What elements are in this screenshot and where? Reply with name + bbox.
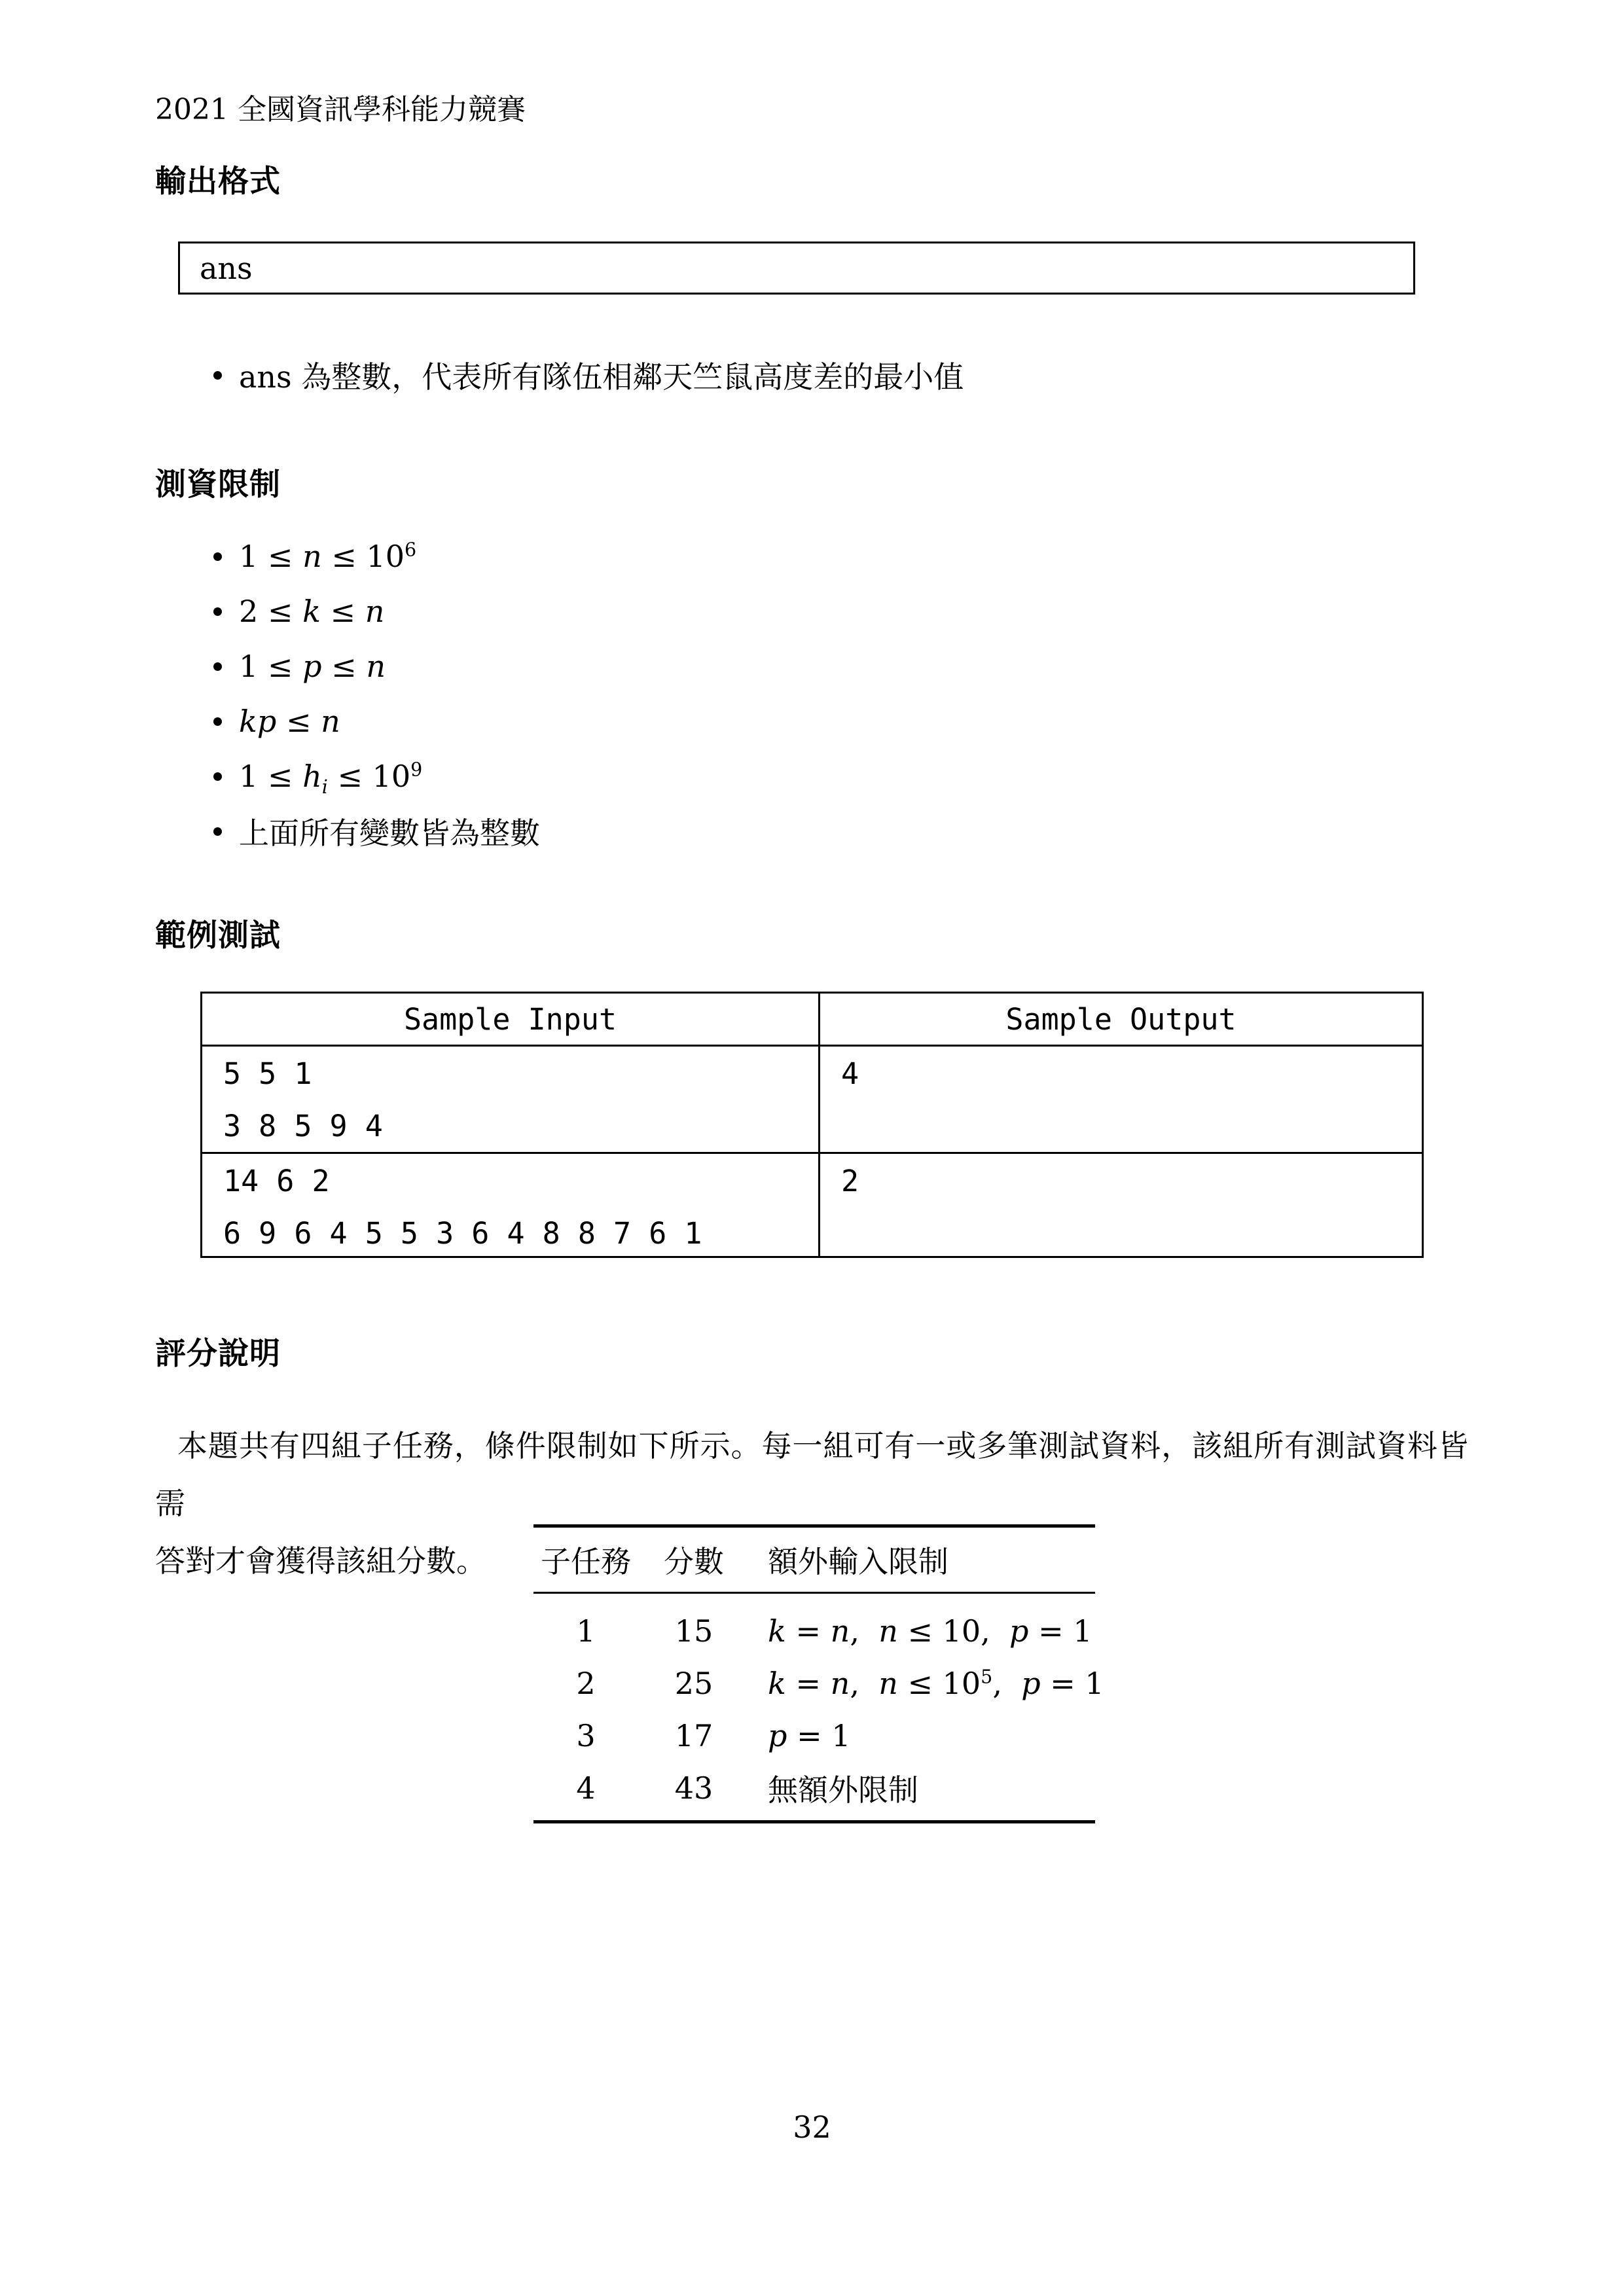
bullet-dot-icon — [213, 717, 222, 726]
sample-input-line: 6 9 6 4 5 5 3 6 4 8 8 7 6 1 — [223, 1216, 702, 1251]
bullet-dot-icon — [213, 772, 222, 781]
subtask-row — [533, 1710, 1095, 1762]
subtask-table-body — [533, 1594, 1104, 1820]
output-format-box-text: ans — [200, 250, 253, 286]
subtask-constraint: p = 1 — [768, 1718, 851, 1753]
sample-input-cell — [202, 1154, 820, 1256]
scoring-paragraph-line: 本題共有四組子任務，條件限制如下所示。每一組可有一或多筆測試資料，該組所有測試資料皆需 — [155, 1428, 1468, 1521]
subtask-constraint: 無額外限制 — [768, 1772, 918, 1808]
constraint-text: $1 \le n \le 10^6$ — [239, 539, 417, 574]
sample-output-header-cell: Sample Output — [1005, 1001, 1236, 1037]
subtask-id: 4 — [576, 1770, 596, 1806]
sample-table — [200, 992, 1424, 1258]
sample-input-cell — [202, 1047, 820, 1152]
subtask-table-header-row — [533, 1528, 1095, 1594]
sample-output-cell — [820, 1154, 1422, 1256]
bullet-dot-icon — [213, 371, 222, 380]
constraint-text: 1 ≤ p ≤ n — [239, 649, 386, 684]
subtask-header-id: 子任務 — [541, 1544, 631, 1579]
bullet-dot-icon — [213, 607, 222, 616]
bullet-dot-icon — [213, 827, 222, 836]
constraint-item — [213, 639, 540, 694]
constraint-item — [213, 804, 540, 859]
constraint-item — [213, 749, 540, 804]
subtask-header-constraint: 額外輸入限制 — [768, 1544, 948, 1579]
output-format-box — [178, 242, 1415, 295]
subtask-score: 17 — [674, 1718, 713, 1753]
subtask-score: 15 — [674, 1613, 713, 1649]
subtask-constraint: k = n, $n \le 10^5$, p = 1 — [768, 1666, 1104, 1701]
sample-table-row — [202, 1154, 1422, 1256]
sample-output-cell — [820, 1047, 1422, 1152]
bullet-dot-icon — [213, 662, 222, 671]
constraint-text: 上面所有變數皆為整數 — [239, 816, 540, 851]
sample-table-header-row — [202, 994, 1422, 1047]
section-heading-constraints: 測資限制 — [155, 467, 281, 503]
sample-input-header-cell: Sample Input — [202, 994, 820, 1045]
constraints-list — [213, 529, 540, 859]
constraint-item — [213, 694, 540, 749]
subtask-header-score: 分數 — [664, 1544, 724, 1579]
scoring-paragraph-line: 答對才會獲得該組分數。 — [155, 1543, 486, 1579]
subtask-row — [533, 1657, 1104, 1710]
sample-table-row — [202, 1047, 1422, 1154]
subtask-id: 3 — [576, 1718, 596, 1753]
constraint-item — [213, 584, 540, 639]
constraint-item — [213, 529, 540, 584]
constraint-text: $1 \le h_i \le 10^9$ — [239, 759, 423, 798]
subtask-score: 25 — [674, 1666, 713, 1701]
page-number: 32 — [793, 2109, 831, 2145]
section-heading-output-format: 輸出格式 — [155, 164, 281, 200]
subtask-row — [533, 1762, 1095, 1814]
subtask-table — [533, 1524, 1104, 1823]
ans-description-bullet — [213, 357, 964, 393]
sample-output-value: 4 — [841, 1056, 859, 1091]
subtask-id: 2 — [576, 1666, 596, 1701]
sample-input-line: 14 6 2 — [223, 1164, 330, 1198]
section-heading-scoring: 評分說明 — [155, 1336, 281, 1372]
subtask-id: 1 — [576, 1613, 596, 1649]
subtask-row — [533, 1605, 1095, 1657]
ans-description-text: ans 為整數，代表所有隊伍相鄰天竺鼠高度差的最小值 — [239, 359, 964, 395]
constraint-text: kp ≤ n — [239, 704, 340, 739]
document-header: 2021 全國資訊學科能力競賽 — [155, 93, 526, 126]
constraint-text: 2 ≤ k ≤ n — [239, 594, 385, 629]
sample-input-line: 5 5 1 — [223, 1056, 312, 1091]
sample-input-line: 3 8 5 9 4 — [223, 1109, 383, 1143]
bullet-dot-icon — [213, 552, 222, 561]
subtask-constraint: k = n, n ≤ 10, p = 1 — [768, 1613, 1092, 1649]
sample-output-value: 2 — [841, 1164, 859, 1198]
subtask-score: 43 — [674, 1770, 713, 1806]
section-heading-samples: 範例測試 — [155, 918, 281, 954]
